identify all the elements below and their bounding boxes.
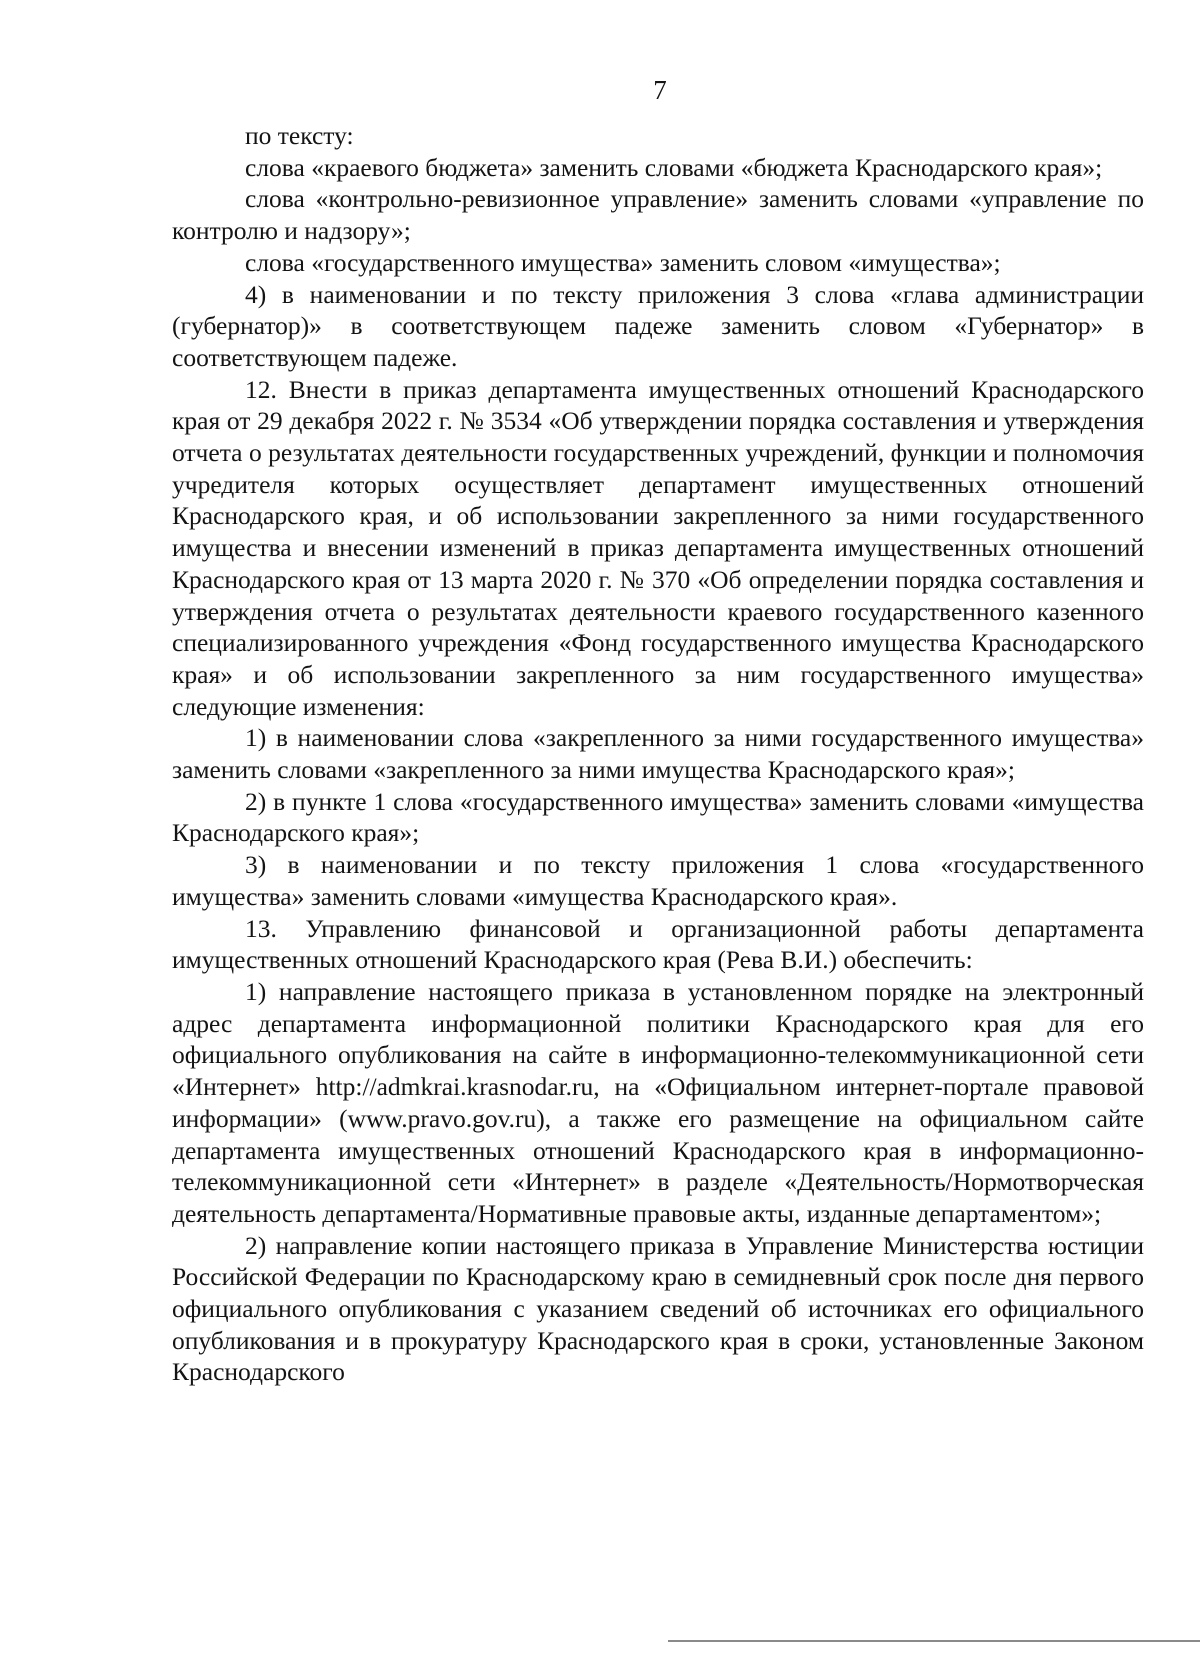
paragraph-item-13: 13. Управлению финансовой и организационной работы департамента имущественных отношений Краснодарского края (Рева В.И.) обеспечить: — [172, 913, 1144, 975]
document-body — [172, 120, 1144, 1388]
paragraph: слова «контрольно-ревизионное управление» заменить словами «управление по контролю и надзору»; — [172, 184, 1144, 246]
paragraph: 4) в наименовании и по тексту приложения 3 слова «глава администрации (губернатор)» в соответствующем падеже заменить словом «Губернатор» в соответствующем падеже. — [172, 279, 1144, 372]
paragraph: слова «краевого бюджета» заменить словами «бюджета Краснодарского края»; — [245, 152, 1103, 182]
paragraph: 2) направление копии настоящего приказа в Управление Министерства юстиции Российской Федерации по Краснодарскому краю в семидневный срок после дня первого официального опубликования с указанием сведений об источниках его официального опубликования и в прокуратуру Краснодарского края в сроки, установленные Законом Краснодарского — [172, 1230, 1144, 1387]
paragraph: 1) в наименовании слова «закрепленного за ними государственного имущества» заменить словами «закрепленного за ними имущества Краснодарского края»; — [172, 723, 1144, 785]
paragraph: по тексту: — [245, 121, 354, 150]
page-number: 7 — [653, 75, 667, 105]
paragraph: слова «государственного имущества» заменить словом «имущества»; — [245, 247, 1001, 277]
paragraph: 3) в наименовании и по тексту приложения 1 слова «государственного имущества» заменить словами «имущества Краснодарского края». — [172, 850, 1144, 911]
scan-edge-line — [668, 1640, 1200, 1642]
paragraph: 1) направление настоящего приказа в установленном порядке на электронный адрес департамента информационной политики Краснодарского края для его официального опубликования на сайте в информационно-телекоммуникационной сети «Интернет» http://admkrai.krasnodar.ru, на «Официальном интернет-портале правовой информации» (www.pravo.gov.ru), а также его размещение на официальном сайте департамента имущественных отношений Краснодарского края в информационно-телекоммуникационной сети «Интернет» в разделе «Деятельность/Нормотворческая деятельность департамента/Нормативные правовые акты, изданные департаментом»; — [172, 976, 1144, 1228]
paragraph-item-12: 12. Внести в приказ департамента имущественных отношений Краснодарского края от 29 декабря 2022 г. № 3534 «Об утверждении порядка составления и утверждения отчета о результатах деятельности государственных учреждений, функции и полномочия учредителя которых осуществляет департамент имущественных отношений Краснодарского края, и об использовании закрепленного за ними государственного имущества и внесении изменений в приказ департамента имущественных отношений Краснодарского края от 13 марта 2020 г. № 370 «Об определении порядка составления и утверждения отчета о результатах деятельности краевого государственного казенного специализированного учреждения «Фонд государственного имущества Краснодарского края» и об использовании закрепленного за ним государственного имущества» следующие изменения: — [172, 374, 1144, 721]
paragraph: 2) в пункте 1 слова «государственного имущества» заменить словами «имущества Краснодарского края»; — [172, 786, 1144, 848]
